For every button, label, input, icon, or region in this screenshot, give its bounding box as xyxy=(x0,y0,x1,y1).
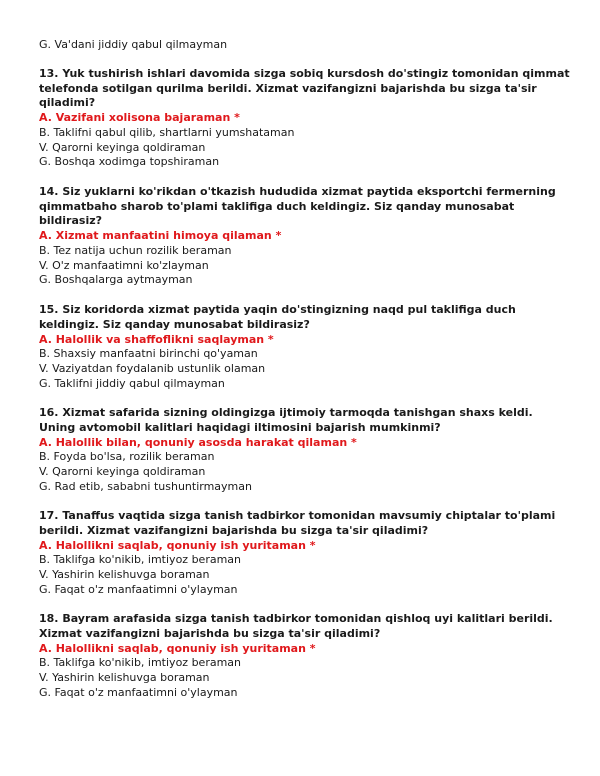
question-17-option-b: B. Taklifga ko'nikib, imtiyoz beraman xyxy=(39,553,242,566)
question-13-option-g: G. Boshqa xodimga topshiraman xyxy=(39,155,220,168)
question-16-correct-answer: A. Halollik bilan, qonuniy asosda harakat qilaman * xyxy=(39,436,357,449)
question-17-line-1: 17. Tanaffus vaqtida sizga tanish tadbirkor tomonidan mavsumiy chiptalar to'plami xyxy=(39,509,556,522)
question-14-line-2: qimmatbaho sharob to'plami taklifiga duch keldingiz. Siz qanday munosabat xyxy=(39,200,515,213)
question-17-option-v: V. Yashirin kelishuvga boraman xyxy=(39,568,210,581)
question-18-option-b: B. Taklifga ko'nikib, imtiyoz beraman xyxy=(39,656,242,669)
question-15-option-v: V. Vaziyatdan foydalanib ustunlik olaman xyxy=(39,362,266,375)
question-16-option-v: V. Qarorni keyinga qoldiraman xyxy=(39,465,206,478)
question-17-correct-answer: A. Halollikni saqlab, qonuniy ish yuritaman * xyxy=(39,539,316,552)
question-13-option-v: V. Qarorni keyinga qoldiraman xyxy=(39,141,206,154)
question-16-option-g: G. Rad etib, sababni tushuntirmayman xyxy=(39,480,252,493)
question-18-line-1: 18. Bayram arafasida sizga tanish tadbirkor tomonidan qishloq uyi kalitlari berildi. xyxy=(39,612,553,625)
question-17-line-2: berildi. Xizmat vazifangizni bajarishda bu sizga ta'sir qiladimi? xyxy=(39,524,429,537)
question-15-option-g: G. Taklifni jiddiy qabul qilmayman xyxy=(39,377,225,390)
question-14-line-3: bildirasiz? xyxy=(39,214,103,227)
question-16-line-1: 16. Xizmat safarida sizning oldingizga ijtimoiy tarmoqda tanishgan shaxs keldi. xyxy=(39,406,533,419)
question-13-line-3: qiladimi? xyxy=(39,96,96,109)
question-15-correct-answer: A. Halollik va shaffoflikni saqlayman * xyxy=(39,333,274,346)
question-13-line-1: 13. Yuk tushirish ishlari davomida sizga sobiq kursdosh do'stingiz tomonidan qimmat xyxy=(39,67,570,80)
question-13-line-2: telefonda sotilgan qurilma berildi. Xizmat vazifangizni bajarishda bu sizga ta'sir xyxy=(39,82,537,95)
question-14-correct-answer: A. Xizmat manfaatini himoya qilaman * xyxy=(39,229,282,242)
question-15-line-1: 15. Siz koridorda xizmat paytida yaqin do'stingizning naqd pul taklifiga duch xyxy=(39,303,516,316)
question-13-correct-answer: A. Vazifani xolisona bajaraman * xyxy=(39,111,240,124)
question-18-line-2: Xizmat vazifangizni bajarishda bu sizga ta'sir qiladimi? xyxy=(39,627,381,640)
question-17-option-g: G. Faqat o'z manfaatimni o'ylayman xyxy=(39,583,238,596)
question-18-option-g: G. Faqat o'z manfaatimni o'ylayman xyxy=(39,686,238,699)
question-14-option-g: G. Boshqalarga aytmayman xyxy=(39,273,193,286)
question-18-option-v: V. Yashirin kelishuvga boraman xyxy=(39,671,210,684)
question-15-line-2: keldingiz. Siz qanday munosabat bildirasiz? xyxy=(39,318,310,331)
question-14-option-b: B. Tez natija uchun rozilik beraman xyxy=(39,244,232,257)
question-16-option-b: B. Foyda bo'lsa, rozilik beraman xyxy=(39,450,215,463)
question-14-line-1: 14. Siz yuklarni ko'rikdan o'tkazish hududida xizmat paytida eksportchi fermerning xyxy=(39,185,556,198)
question-14-option-v: V. O'z manfaatimni ko'zlayman xyxy=(39,259,209,272)
option-line: G. Va'dani jiddiy qabul qilmayman xyxy=(39,38,228,51)
question-13-option-b: B. Taklifni qabul qilib, shartlarni yumshataman xyxy=(39,126,295,139)
question-15-option-b: B. Shaxsiy manfaatni birinchi qo'yaman xyxy=(39,347,258,360)
question-18-correct-answer: A. Halollikni saqlab, qonuniy ish yuritaman * xyxy=(39,642,316,655)
question-16-line-2: Uning avtomobil kalitlari haqidagi iltimosini bajarish mumkinmi? xyxy=(39,421,441,434)
